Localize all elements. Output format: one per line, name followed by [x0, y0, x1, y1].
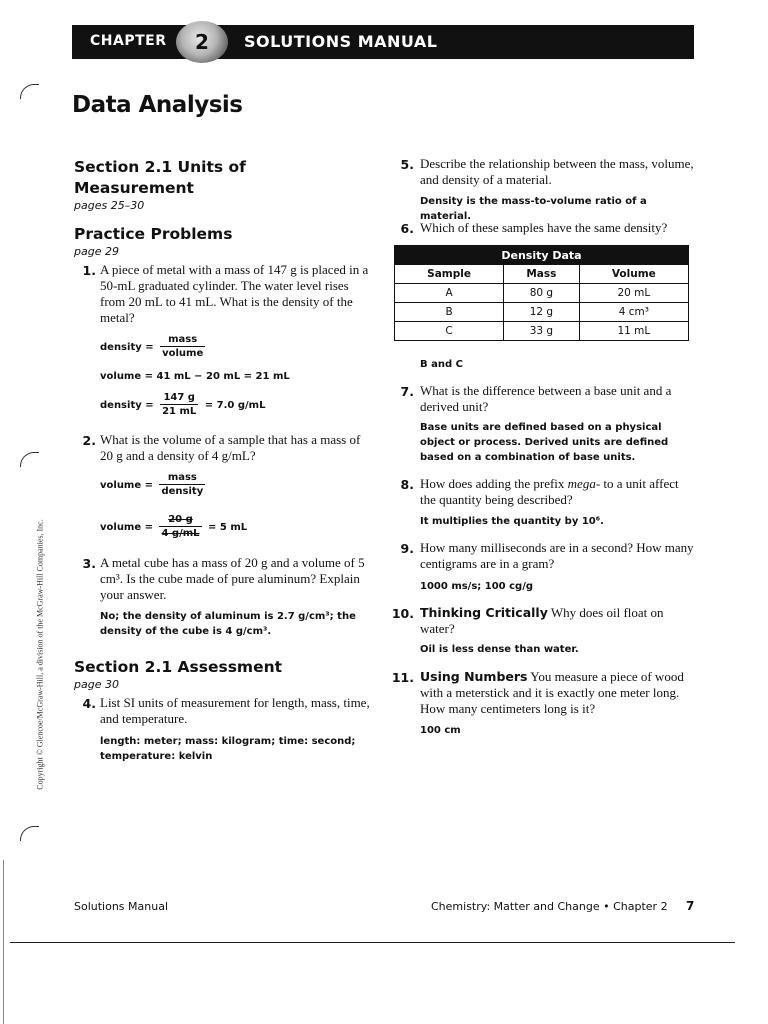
chapter-number-badge: 2	[176, 21, 228, 63]
table-header: Mass	[504, 265, 580, 284]
question-4-text: List SI units of measurement for length, mass, time, and temperature.	[100, 695, 370, 726]
q1-equation-density: density = $\frac{\text{mass}}{\text{volume}}$	[100, 334, 204, 359]
scan-edge	[3, 860, 4, 1024]
chapter-title: Data Analysis	[72, 92, 243, 118]
question-7-text: What is the difference between a base unit and a derived unit?	[420, 383, 672, 414]
table-row: A 80 g 20 mL	[395, 284, 689, 303]
question-3-answer: No; the density of aluminum is 2.7 g/cm³; the density of the cube is 4 g/cm³.	[100, 611, 356, 637]
question-number: 10.	[391, 606, 414, 621]
question-6-text: Which of these samples have the same density?	[420, 220, 668, 235]
table-caption: Density Data	[395, 246, 689, 265]
section-2-1-title: Section 2.1 Units of Measurement	[74, 158, 246, 197]
question-number: 9.	[400, 541, 414, 556]
question-11-answer: 100 cm	[420, 725, 461, 736]
question-number: 6.	[400, 221, 414, 236]
question-number: 4.	[82, 696, 96, 711]
section-pages: pages 25–30	[74, 199, 145, 212]
margin-mark	[20, 84, 39, 99]
copyright-notice: Copyright © Glencoe/McGraw-Hill, a division of the McGraw-Hill Companies, Inc.	[35, 519, 45, 790]
question-8-text: How does adding the prefix mega- to a unit affect the quantity being described?	[420, 476, 679, 507]
chapter-banner	[72, 25, 694, 59]
question-number: 5.	[400, 157, 414, 172]
question-number: 2.	[82, 433, 96, 448]
question-3-text: A metal cube has a mass of 20 g and a volume of 5 cm³. Is the cube made of pure aluminum? Explain your answer.	[100, 555, 365, 602]
q2-equation-volume: volume = $\frac{\text{mass}}{\text{density}}$	[100, 472, 204, 497]
question-7-answer: Base units are defined based on a physical object or process. Derived units are defined based on a combination of base units.	[420, 422, 669, 463]
question-5-text: Describe the relationship between the mass, volume, and density of a material.	[420, 156, 694, 187]
question-10-answer: Oil is less dense than water.	[420, 644, 579, 655]
question-5-answer: Density is the mass-to-volume ratio of a material.	[420, 196, 647, 222]
question-number: 8.	[400, 477, 414, 492]
question-11-text: Using Numbers You measure a piece of wood with a meterstick and it is exactly one meter long. How many centimeters long is it?	[420, 669, 684, 716]
margin-mark	[20, 452, 39, 467]
question-number: 11.	[391, 670, 414, 685]
question-6-answer: B and C	[420, 359, 463, 370]
footer-right: Chemistry: Matter and Change • Chapter 2	[431, 900, 668, 913]
practice-problems-title: Practice Problems	[74, 225, 233, 243]
table-header: Sample	[395, 265, 504, 284]
q1-equation-volume: volume = 41 mL − 20 mL = 21 mL	[100, 371, 290, 382]
table-row: C 33 g 11 mL	[395, 322, 689, 341]
footer-left: Solutions Manual	[74, 900, 169, 913]
question-1-text: A piece of metal with a mass of 147 g is placed in a 50-mL graduated cylinder. The water level rises from 20 mL to 41 mL. What is the density of the metal?	[100, 262, 369, 325]
question-4-answer: length: meter; mass: kilogram; time: second; temperature: kelvin	[100, 736, 356, 762]
question-2-text: What is the volume of a sample that has a mass of 20 g and a density of 4 g/mL?	[100, 432, 361, 463]
question-number: 3.	[82, 556, 96, 571]
question-10-text: Thinking Critically Why does oil float on water?	[420, 605, 664, 636]
question-8-answer: It multiplies the quantity by 10⁶.	[420, 516, 604, 527]
margin-mark	[20, 826, 39, 841]
q1-equation-result: density = $\frac{147 g}{21 mL}$ = 7.0 g/mL	[100, 392, 266, 417]
density-data-table	[394, 245, 689, 341]
practice-page: page 29	[74, 245, 119, 258]
question-9-answer: 1000 ms/s; 100 cg/g	[420, 581, 534, 592]
question-number: 1.	[82, 263, 96, 278]
table-header: Volume	[579, 265, 688, 284]
q2-equation-result: volume = $\frac{20 g}{4 g/mL}$ = 5 mL	[100, 514, 248, 539]
solutions-manual-label: SOLUTIONS MANUAL	[244, 32, 438, 51]
footer-rule	[10, 942, 735, 943]
question-number: 7.	[400, 384, 414, 399]
question-9-text: How many milliseconds are in a second? How many centigrams are in a gram?	[420, 540, 694, 571]
assessment-title: Section 2.1 Assessment	[74, 658, 283, 676]
chapter-label: CHAPTER	[90, 33, 167, 49]
table-row: B 12 g 4 cm³	[395, 303, 689, 322]
page-number: 7	[686, 899, 695, 913]
assessment-page: page 30	[74, 678, 119, 691]
